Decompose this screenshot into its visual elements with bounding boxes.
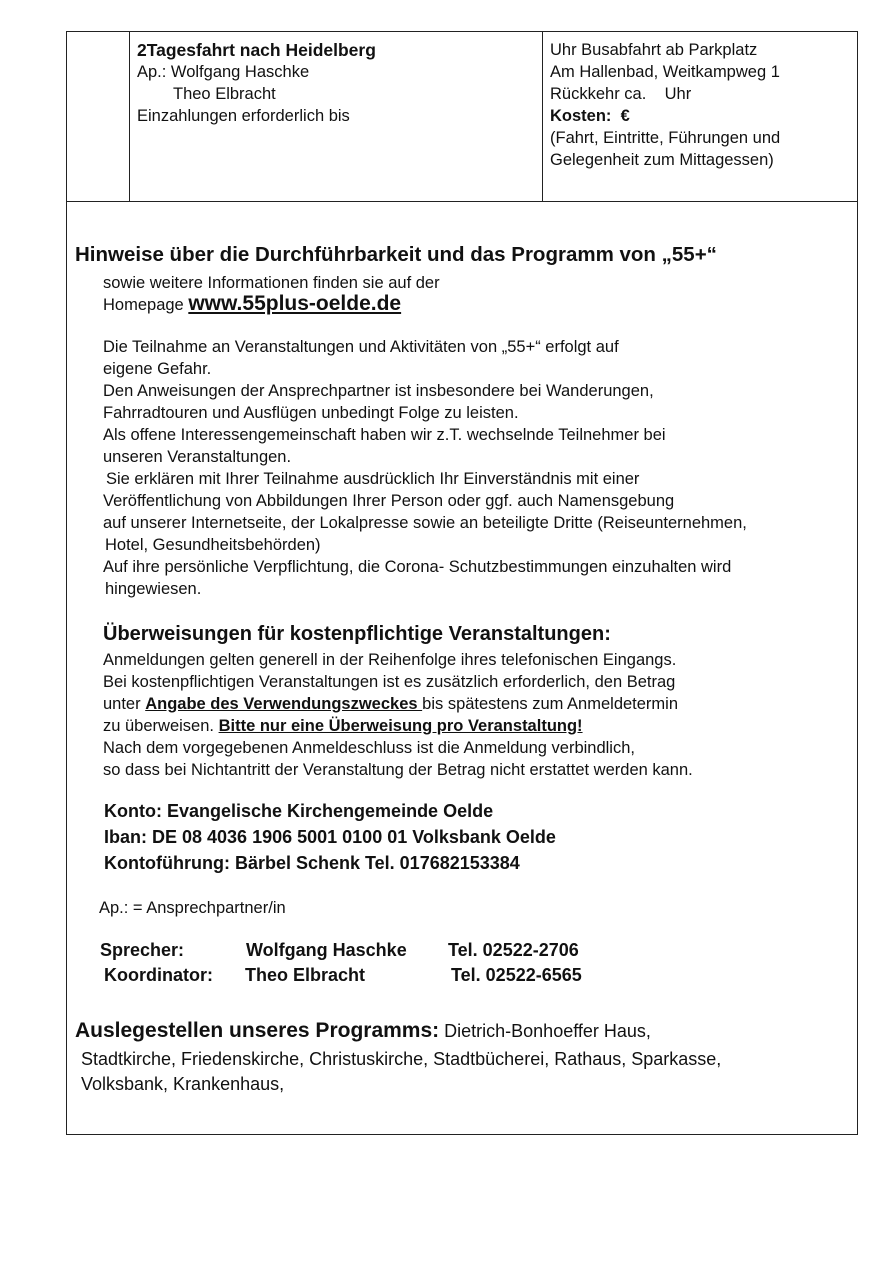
- ueberweisungen-line: Nach dem vorgegebenen Anmeldeschluss ist die Anmeldung verbindlich,: [103, 739, 635, 757]
- verwendungszweck-emphasis: Angabe des Verwendungszweckes: [145, 695, 423, 713]
- koordinator-name: Theo Elbracht: [245, 965, 366, 985]
- auslege-text3: Volksbank, Krankenhaus,: [81, 1074, 285, 1094]
- sprecher-label: Sprecher:: [100, 940, 185, 960]
- ueberweisungen-line: Bei kostenpflichtigen Veranstaltungen ist es zusätzlich erforderlich, den Betrag: [103, 673, 676, 691]
- hinweise-line1: sowie weitere Informationen finden sie auf der: [103, 274, 440, 292]
- iban-line: Iban: DE 08 4036 1906 5001 0100 01 Volksbank Oelde: [104, 827, 556, 847]
- event-contact-second: Theo Elbracht: [173, 85, 276, 103]
- kontofuehrung-line: Kontoführung: Bärbel Schenk Tel. 017682153384: [104, 853, 520, 873]
- paragraph-line: Fahrradtouren und Ausflügen unbedingt Folge zu leisten.: [103, 404, 519, 422]
- cost-note-2: Gelegenheit zum Mittagessen): [550, 151, 774, 169]
- ueberweisungen-line: so dass bei Nichtantritt der Veranstaltung der Betrag nicht erstattet werden kann.: [103, 761, 693, 779]
- event-payment: Einzahlungen erforderlich bis: [137, 107, 350, 125]
- hinweise-paragraph: [103, 336, 747, 600]
- date-cell: [67, 32, 130, 201]
- auslege-heading: Auslegestellen unseres Programms:: [75, 1019, 440, 1042]
- event-title: 2Tagesfahrt nach Heidelberg: [137, 40, 376, 60]
- event-description-cell: [130, 32, 543, 201]
- event-departure: Uhr Busabfahrt ab Parkplatz: [550, 41, 758, 59]
- paragraph-line: Sie erklären mit Ihrer Teilnahme ausdrücklich Ihr Einverständnis mit einer: [106, 470, 640, 488]
- paragraph-line: hingewiesen.: [105, 580, 202, 598]
- single-transfer-emphasis: Bitte nur eine Überweisung pro Veranstaltung!: [218, 717, 583, 735]
- event-return: [550, 83, 857, 105]
- auslege-text2: Stadtkirche, Friedenskirche, Christuskirche, Stadtbücherei, Rathaus, Sparkasse,: [81, 1049, 722, 1069]
- homepage-label: Homepage: [103, 296, 184, 314]
- koordinator-tel: Tel. 02522-6565: [451, 965, 582, 985]
- paragraph-line: unseren Veranstaltungen.: [103, 448, 292, 466]
- koordinator-label: Koordinator:: [104, 965, 213, 985]
- konto-block: [104, 798, 556, 876]
- sprecher-name: Wolfgang Haschke: [246, 940, 407, 960]
- auslege-text1: Dietrich-Bonhoeffer Haus,: [439, 1021, 651, 1041]
- paragraph-line: eigene Gefahr.: [103, 360, 212, 378]
- homepage-link[interactable]: www.55plus-oelde.de: [188, 292, 402, 315]
- cost-label: Kosten:: [550, 107, 612, 125]
- paragraph-line: Den Anweisungen der Ansprechpartner ist insbesondere bei Wanderungen,: [103, 382, 654, 400]
- sprecher-tel: Tel. 02522-2706: [448, 940, 579, 960]
- paragraph-line: Hotel, Gesundheitsbehörden): [105, 536, 321, 554]
- ueberweisungen-text: [103, 649, 693, 781]
- hinweise-heading: Hinweise über die Durchführbarkeit und das Programm von „55+“: [75, 243, 717, 266]
- paragraph-line: Veröffentlichung von Abbildungen Ihrer Person oder ggf. auch Namensgebung: [103, 492, 675, 510]
- paragraph-line: Auf ihre persönliche Verpflichtung, die Corona- Schutzbestimmungen einzuhalten wird: [103, 558, 732, 576]
- homepage-line: [103, 293, 401, 316]
- auslege-line1: [75, 1019, 651, 1043]
- paragraph-line: Die Teilnahme an Veranstaltungen und Aktivitäten von „55+“ erfolgt auf: [103, 338, 619, 356]
- event-details-cell: [543, 32, 857, 201]
- event-table: [66, 31, 858, 202]
- event-cost: [550, 105, 857, 127]
- event-address: Am Hallenbad, Weitkampweg 1: [550, 63, 780, 81]
- ueberweisungen-line: unter Angabe des Verwendungszweckes bis spätestens zum Anmeldetermin: [103, 695, 679, 713]
- konto-line: Konto: Evangelische Kirchengemeinde Oelde: [104, 801, 494, 821]
- ueberweisungen-line: Anmeldungen gelten generell in der Reihenfolge ihres telefonischen Eingangs.: [103, 651, 677, 669]
- ueberweisungen-line: zu überweisen. Bitte nur eine Überweisung pro Veranstaltung!: [103, 717, 583, 735]
- abbreviation-note: Ap.: = Ansprechpartner/in: [99, 899, 286, 917]
- return-time-label: Uhr: [664, 85, 692, 103]
- ueberweisungen-heading: Überweisungen für kostenpflichtige Veranstaltungen:: [103, 623, 611, 645]
- cost-currency: €: [620, 107, 630, 125]
- cost-note-1: (Fahrt, Eintritte, Führungen und: [550, 129, 781, 147]
- return-label: Rückkehr ca.: [550, 85, 647, 103]
- paragraph-line: auf unserer Internetseite, der Lokalpresse sowie an beteiligte Dritte (Reiseunternehmen,: [103, 514, 747, 532]
- paragraph-line: Als offene Interessengemeinschaft haben wir z.T. wechselnde Teilnehmer bei: [103, 426, 666, 444]
- event-contact: Ap.: Wolfgang Haschke: [137, 63, 310, 81]
